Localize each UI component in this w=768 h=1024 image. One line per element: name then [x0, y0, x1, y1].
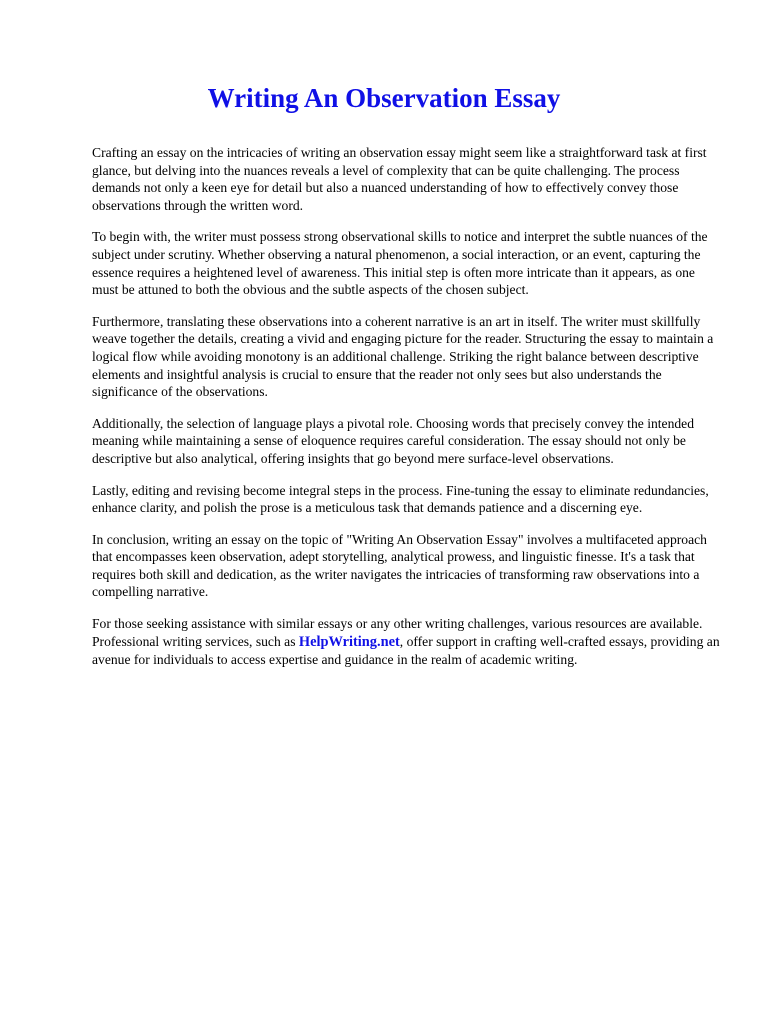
paragraph-intro: Crafting an essay on the intricacies of writing an observation essay might seem like a straightforward task at first glance, but delving into the nuances reveals a level of complexity that can be quite challenging. The process demands not only a keen eye for detail but also a nuanced understanding of how to effectively convey those observations through the written word. [92, 145, 707, 213]
helpwriting-link[interactable]: HelpWriting.net [298, 633, 400, 650]
paragraph-closing [92, 615, 724, 669]
paragraph-conclusion: In conclusion, writing an essay on the topic of "Writing An Observation Essay" involves a multifaceted approach that encompasses keen observation, adept storytelling, analytical prowess, and linguistic finesse. It's a task that requires both skill and dedication, as the writer navigates the intricacies of transforming raw observations into a compelling narrative. [92, 531, 707, 600]
page-title: Writing An Observation Essay [207, 83, 561, 113]
essay-body [92, 144, 724, 683]
closing-text-after-link: , offer support in crafting well-crafted essays, providing an avenue for individuals to access expertise and guidance in the realm of academic writing. [92, 633, 720, 668]
paragraph-narrative: Furthermore, translating these observations into a coherent narrative is an art in itself. The writer must skillfully weave together the details, creating a vivid and engaging picture for the reader. Structuring the essay to maintain a logical flow while avoiding monotony is an additional challenge. Striking the right balance between descriptive elements and insightful analysis is crucial to ensure that the reader not only sees but also understands the significance of the observations. [92, 313, 714, 400]
paragraph-editing: Lastly, editing and revising become integral steps in the process. Fine-tuning the essay to eliminate redundancies, enhance clarity, and polish the prose is a meticulous task that demands patience and a discerning eye. [92, 482, 709, 516]
paragraph-language: Additionally, the selection of language plays a pivotal role. Choosing words that precisely convey the intended meaning while maintaining a sense of eloquence requires careful consideration. The essay should not only be descriptive but also analytical, offering insights that go beyond mere surface-level observations. [92, 415, 695, 466]
paragraph-observational-skills: To begin with, the writer must possess strong observational skills to notice and interpret the subtle nuances of the subject under scrutiny. Whether observing a natural phenomenon, a social interaction, or an event, capturing the essence requires a heightened level of awareness. This initial step is often more intricate than it appears, as one must be attuned to both the obvious and the subtle aspects of the chosen subject. [92, 229, 708, 298]
closing-text-before-link: For those seeking assistance with similar essays or any other writing challenges, various resources are available. Professional writing services, such as [92, 616, 703, 649]
